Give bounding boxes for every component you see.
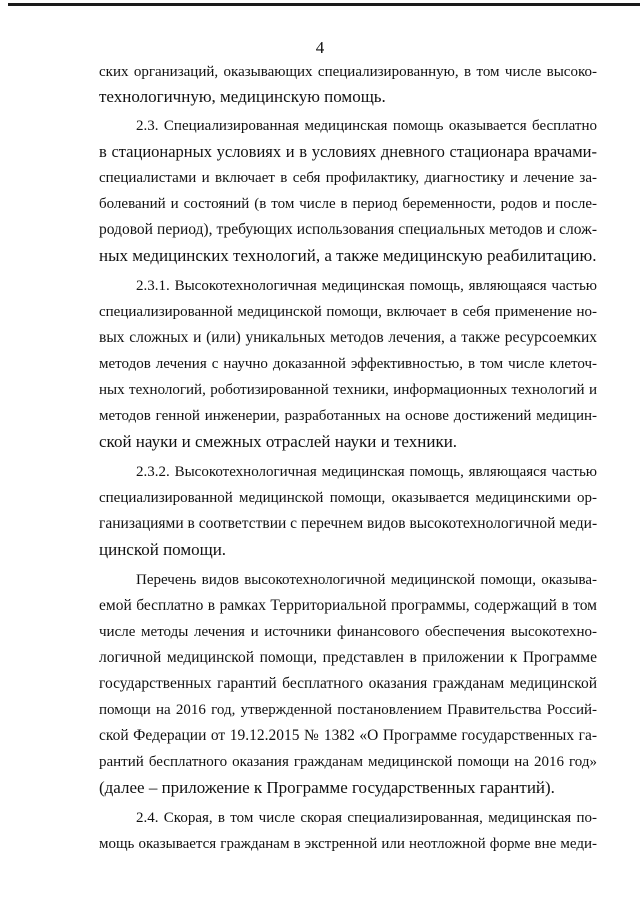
- text-line: 2.3.1. Высокотехнологичная медицинская помощь, являющаяся частью: [136, 278, 597, 294]
- text-line: ганизациями в соответствии с перечнем видов высокотехнологичной меди-: [99, 515, 598, 532]
- text-line: 2.4. Скорая, в том числе скорая специализированная, медицинская по-: [136, 810, 597, 826]
- text-line: числе методы лечения и источники финансового обеспечения высокотехно-: [99, 624, 597, 640]
- text-line: ских организаций, оказывающих специализированную, в том числе высоко-: [99, 64, 597, 80]
- text-line: ской науки и смежных отраслей науки и техники.: [99, 432, 458, 451]
- text-line: логичной медицинской помощи, представлен в приложении к Программе: [99, 649, 597, 666]
- text-line: ных технологий, роботизированной техники, информационных технологий и: [99, 382, 597, 398]
- scan-top-border: [8, 3, 640, 6]
- text-line: в стационарных условиях и в условиях дневного стационара врачами-: [99, 142, 597, 161]
- text-line: специализированной медицинской помощи, включает в себя применение но-: [99, 304, 597, 320]
- text-line: ской Федерации от 19.12.2015 № 1382 «О Программе государственных га-: [99, 727, 597, 744]
- text-line: (далее – приложение к Программе государственных гарантий).: [99, 778, 555, 797]
- text-line: емой бесплатно в рамках Территориальной программы, содержащий в том: [99, 597, 597, 614]
- text-line: методов генной инженерии, разработанных на основе достижений медицин-: [99, 408, 597, 424]
- text-line: 2.3.2. Высокотехнологичная медицинская помощь, являющаяся частью: [136, 464, 597, 480]
- text-line: цинской помощи.: [99, 540, 227, 559]
- text-line: специалистами и включает в себя профилактику, диагностику и лечение за-: [99, 170, 597, 186]
- text-line: рантий бесплатного оказания гражданам медицинской помощи на 2016 год»: [99, 754, 597, 770]
- text-line: технологичную, медицинскую помощь.: [99, 87, 386, 106]
- text-line: 2.3. Специализированная медицинская помощь оказывается бесплатно: [136, 118, 597, 134]
- text-line: болеваний и состояний (в том числе в период беременности, родов и после-: [99, 196, 597, 212]
- text-line: ных медицинских технологий, а также медицинскую реабилитацию.: [99, 246, 597, 265]
- text-line: Перечень видов высокотехнологичной медицинской помощи, оказыва-: [136, 572, 597, 588]
- text-line: помощи на 2016 год, утвержденной постановлением Правительства Россий-: [99, 702, 597, 718]
- text-line: мощь оказывается гражданам в экстренной или неотложной форме вне меди-: [99, 836, 597, 852]
- text-line: специализированной медицинской помощи, оказывается медицинскими ор-: [99, 490, 597, 506]
- page-number: 4: [315, 38, 325, 57]
- text-line: методов лечения с научно доказанной эффективностью, в том числе клеточ-: [99, 356, 597, 372]
- text-line: государственных гарантий бесплатного оказания гражданам медицинской: [99, 675, 597, 692]
- text-line: вых сложных и (или) уникальных методов лечения, а также ресурсоемких: [99, 329, 597, 346]
- text-line: родовой период), требующих использования специальных методов и слож-: [99, 221, 597, 238]
